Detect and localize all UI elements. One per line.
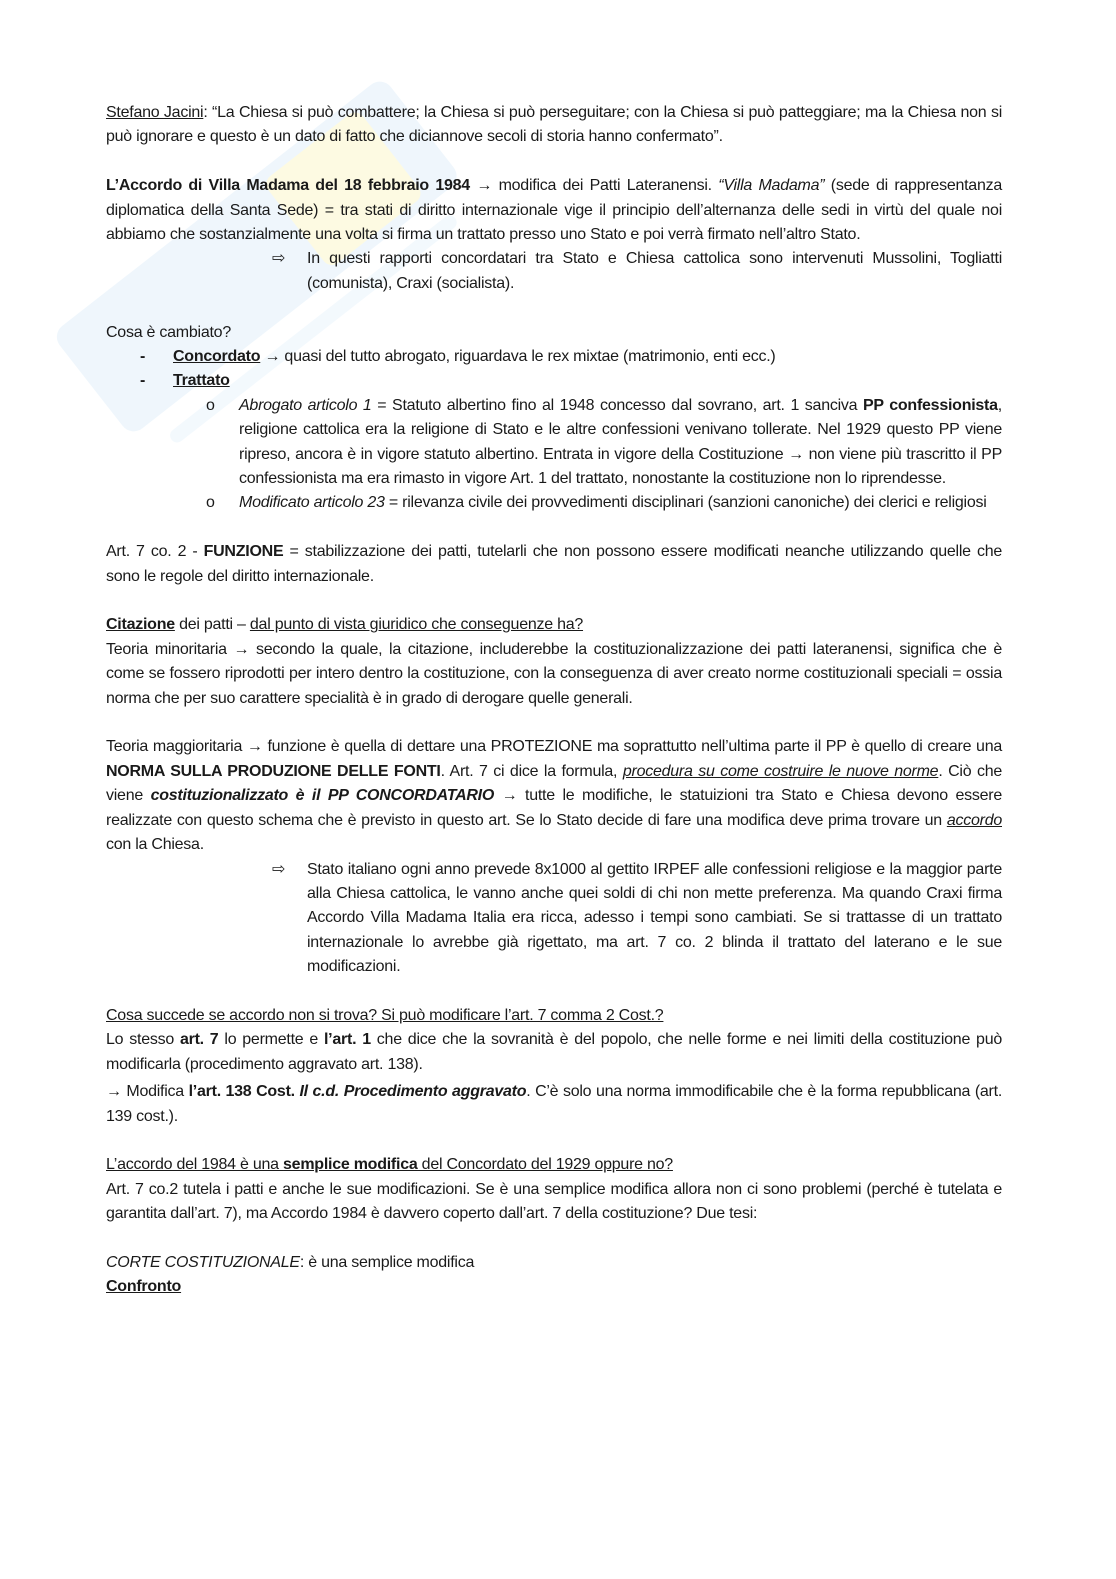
- circle-bullet-icon: o: [206, 396, 215, 414]
- dash-bullet-icon: -: [140, 372, 146, 390]
- modifica-paragraph: [106, 1080, 1002, 1129]
- list-item-trattato: [140, 369, 1002, 393]
- hollow-arrow-icon: ⇨: [272, 860, 286, 878]
- question-heading: Cosa è cambiato?: [106, 323, 231, 341]
- text: = Statuto albertino fino al 1948 concesso dal sovrano, art. 1 sanciva: [371, 396, 863, 414]
- text: : è una semplice modifica: [299, 1253, 475, 1271]
- bold-text: Citazione: [106, 616, 175, 634]
- teoria-minoritaria-paragraph: Teoria minoritaria → secondo la quale, la citazione, includerebbe la costituzionalizzazione dei patti lateranensi, significa che è come se fossero riprodotti per intero dentro la costituzione, con la conseguenza di aver creato norme costituzionali speciali = ossia norma che per suo carattere specialità è in grado di derogare quelle generali.: [106, 640, 1002, 707]
- item-label: Trattato: [173, 372, 230, 390]
- bold-text: PP confessionista: [863, 396, 998, 414]
- bold-text: l’art. 138 Cost.: [188, 1083, 295, 1101]
- art7-paragraph: [106, 540, 1002, 589]
- italic-text: “Villa Madama”: [718, 177, 825, 195]
- bold-heading: L’Accordo di Villa Madama del 18 febbraio 1984: [106, 177, 470, 195]
- teoria-maggioritaria-paragraph: [106, 735, 1002, 857]
- text: (sede di rappresentanza diplomatica della Santa Sede) = tra stati di diritto internazionale vige il principio dell’alternanza delle sedi in virtù del quale noi abbiamo che sostanzialmente una volta si firma un trattato presso uno Stato e poi verrà firmato nell’altro Stato.: [106, 177, 1003, 244]
- arrow-icon: →: [469, 177, 499, 195]
- quote-text: : “La Chiesa si può combattere; la Chiesa si può perseguitare; con la Chiesa si può patteggiare; ma la Chiesa non si può ignorare e questo è un dato di fatto che diciannove secoli di storia hanno confermato”.: [106, 104, 1003, 146]
- italic-text: Abrogato articolo 1: [239, 396, 372, 414]
- underlined-text: dal punto di vista giuridico che conseguenze ha?: [249, 616, 584, 634]
- confronto-heading: Confronto: [106, 1278, 182, 1296]
- accordo-1984-paragraph: Art. 7 co.2 tutela i patti e anche le sue modificazioni. Se è una semplice modifica allora non ci sono problemi (perché è tutelata e garantita dall’art. 7), ma Accordo 1984 è davvero coperto dall’art. 7 della costituzione? Due tesi:: [106, 1180, 1002, 1223]
- text: Lo stesso: [106, 1031, 180, 1049]
- bold-text: art. 7: [179, 1031, 219, 1049]
- text: = rilevanza civile dei provvedimenti disciplinari (sanzioni canoniche) dei clerici e religiosi: [384, 494, 987, 512]
- text: → Modifica: [106, 1083, 189, 1101]
- arrow-bullet-item: [272, 247, 1002, 296]
- question-heading: Cosa succede se accordo non si trova? Si può modificare l’art. 7 comma 2 Cost.?: [106, 1006, 664, 1024]
- citazione-heading: [106, 613, 1002, 637]
- text: Art. 7 co. 2 -: [106, 543, 204, 561]
- bold-text: l’art. 1: [323, 1031, 371, 1049]
- list-item-concordato: [140, 345, 1002, 369]
- succede-paragraph: [106, 1028, 1002, 1077]
- hollow-arrow-icon: ⇨: [272, 250, 286, 268]
- bold-italic-text: Il c.d. Procedimento aggravato: [299, 1083, 527, 1101]
- text: del Concordato del 1929 oppure no?: [417, 1156, 673, 1174]
- bullet-text: Stato italiano ogni anno prevede 8x1000 al gettito IRPEF alle confessioni religiose e la maggior parte alla Chiesa cattolica, le vanno anche quei soldi di chi non mette preferenza. Ma quando Craxi firma Accordo Villa Madama Italia era ricca, adesso i tempi sono cambiati. Se si trattasse di un trattato internazionale lo avrebbe già rigettato, ma art. 7 co. 2 blinda il trattato del laterano e le sue modificazioni.: [307, 860, 1002, 976]
- bold-text: NORMA SULLA PRODUZIONE DELLE FONTI: [106, 762, 441, 780]
- author-name: Stefano Jacini: [106, 104, 204, 121]
- text: . Ciò che viene: [106, 762, 1003, 805]
- item-text: → quasi del tutto abrogato, riguardava le rex mixtae (matrimonio, enti ecc.): [260, 348, 776, 366]
- bullet-text: In questi rapporti concordatari tra Stato e Chiesa cattolica sono intervenuti Mussolini, Togliatti (comunista), Craxi (socialista).: [307, 250, 1002, 292]
- text: . C’è solo una norma immodificabile che è la forma repubblicana (art. 139 cost.).: [106, 1083, 1003, 1125]
- text: che dice che la sovranità è del popolo, che nelle forme e nei limiti della costituzione può modificarla (procedimento aggravato art. 138).: [106, 1031, 1002, 1073]
- text: = stabilizzazione dei patti, tutelarli che non possono essere modificati neanche utilizzando quelle che sono le regole del diritto internazionale.: [106, 543, 1003, 585]
- text: lo permette e: [218, 1031, 324, 1049]
- circle-bullet-icon: o: [206, 494, 215, 512]
- italic-underlined-text: procedura su come costruire le nuove norme: [622, 762, 939, 780]
- sublist-item-art1: [206, 394, 1002, 492]
- bold-text: FUNZIONE: [203, 543, 284, 561]
- accordo-villa-madama-paragraph: [106, 174, 1002, 247]
- text: modifica dei Patti Lateranensi.: [498, 177, 719, 195]
- jacini-quote: [106, 101, 1002, 150]
- corte-line: [106, 1251, 1002, 1275]
- italic-text: Modificato articolo 23: [239, 494, 385, 512]
- text: . Art. 7 ci dice la formula,: [440, 762, 623, 780]
- text: con la Chiesa.: [106, 836, 204, 854]
- question-heading: [106, 1153, 1002, 1177]
- document-page: [106, 101, 1002, 1300]
- italic-underlined-text: accordo: [946, 811, 1002, 829]
- item-label: Concordato: [173, 348, 261, 366]
- text: Teoria maggioritaria → funzione è quella di dettare una PROTEZIONE ma soprattutto nell’ultima parte il PP è quello di creare una: [106, 738, 1002, 756]
- bold-italic-text: costituzionalizzato è il PP CONCORDATARIO: [150, 787, 495, 805]
- text: , religione cattolica era la religione di Stato e le altre confessioni venivano tollerate. Nel 1929 questo PP viene ripreso, ancora è in vigore statuto albertino. Entrata in vigore della Costituzione → non viene più trascritto il PP confessionista ma era rimasto in vigore Art. 1 del trattato, nonostante la costituzione non lo riprendesse.: [239, 396, 1002, 488]
- sublist-item-art23: [206, 491, 1002, 515]
- text: L’accordo del 1984 è una: [106, 1156, 284, 1174]
- italic-text: CORTE COSTITUZIONALE: [106, 1253, 300, 1271]
- text: dei patti –: [174, 616, 250, 634]
- text: → tutte le modifiche, le statuizioni tra Stato e Chiesa devono essere realizzate con questo schema che è previsto in questo art. Se lo Stato decide di fare una modifica deve prima trovare un: [106, 787, 1002, 829]
- dash-bullet-icon: -: [140, 348, 146, 366]
- arrow-bullet-item: [272, 858, 1002, 980]
- bold-text: semplice modifica: [283, 1156, 418, 1174]
